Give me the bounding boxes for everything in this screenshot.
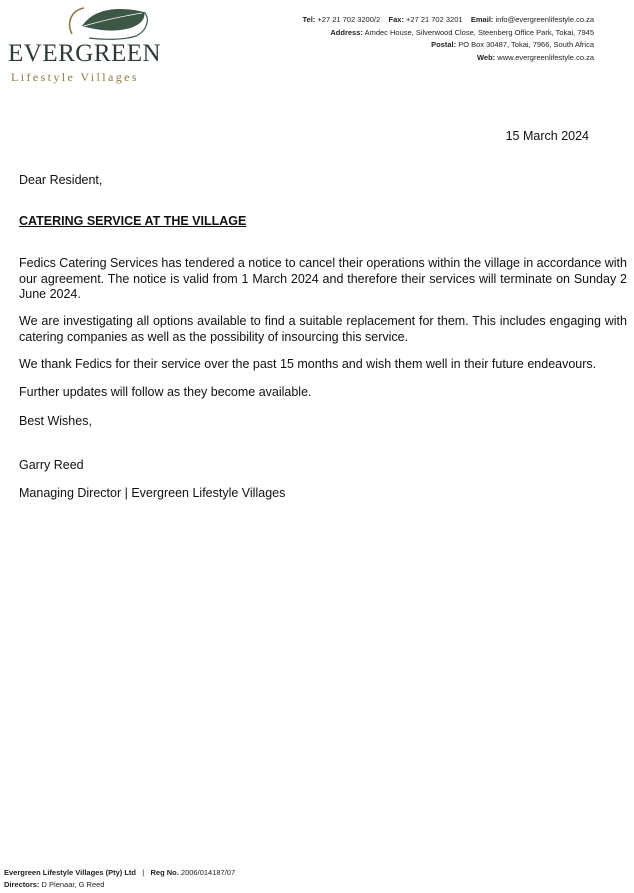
reg-value: 2006/014187/07 bbox=[180, 868, 236, 877]
contact-line-postal bbox=[303, 39, 594, 52]
paragraph-notice: Fedics Catering Services has tendered a notice to cancel their operations within the village in accordance with our agreement. The notice is valid from 1 March 2024 and therefore their services will terminate on Sunday 2 June 2024. bbox=[19, 256, 627, 301]
company-logo bbox=[4, 4, 162, 84]
tel-value: +27 21 702 3200/2 bbox=[317, 15, 381, 24]
footer-line-company bbox=[4, 867, 235, 879]
fax-label: Fax: bbox=[388, 15, 404, 24]
web-link[interactable]: www.evergreenlifestyle.co.za bbox=[497, 52, 594, 62]
paragraph-updates: Further updates will follow as they become available. bbox=[19, 385, 312, 399]
contact-line-address bbox=[303, 27, 594, 40]
web-label: Web: bbox=[476, 52, 496, 62]
footer bbox=[4, 867, 235, 891]
leaf-swirl-icon bbox=[64, 4, 154, 42]
postal-value: PO Box 30487, Tokai, 7966, South Africa bbox=[458, 40, 594, 50]
signer-title: Managing Director | Evergreen Lifestyle Villages bbox=[19, 486, 286, 500]
footer-company: Evergreen Lifestyle Villages (Pty) Ltd bbox=[4, 868, 136, 877]
directors-value: D Pienaar, G Reed bbox=[41, 880, 105, 889]
postal-label: Postal: bbox=[431, 40, 457, 50]
contact-line-phone bbox=[303, 14, 594, 27]
letter-heading: CATERING SERVICE AT THE VILLAGE bbox=[19, 214, 247, 228]
footer-separator: | bbox=[142, 868, 145, 877]
tel-label: Tel: bbox=[302, 15, 316, 24]
brand-subtitle: Lifestyle Villages bbox=[11, 70, 139, 84]
letter-date: 15 March 2024 bbox=[505, 129, 589, 143]
reg-label: Reg No. bbox=[150, 868, 179, 877]
directors-label: Directors: bbox=[4, 880, 40, 889]
address-value: Amdec House, Silverwood Close, Steenberg Office Park, Tokai, 7945 bbox=[364, 27, 594, 37]
address-label: Address: bbox=[330, 27, 363, 37]
contact-line-web bbox=[303, 52, 594, 65]
footer-line-directors bbox=[4, 879, 235, 891]
fax-value: +27 21 702 3201 bbox=[406, 15, 463, 24]
salutation: Dear Resident, bbox=[19, 173, 103, 187]
closing: Best Wishes, bbox=[19, 414, 92, 428]
signer-name: Garry Reed bbox=[19, 458, 84, 472]
paragraph-thanks: We thank Fedics for their service over the past 15 months and wish them well in their future endeavours. bbox=[19, 357, 597, 371]
email-label: Email: bbox=[470, 15, 494, 24]
email-link[interactable]: info@evergreenlifestyle.co.za bbox=[495, 15, 594, 24]
paragraph-investigating: We are investigating all options available to find a suitable replacement for them. This includes engaging with catering companies as well as the possibility of insourcing this service. bbox=[19, 314, 627, 344]
brand-name: EVERGREEN bbox=[8, 40, 162, 67]
contact-block bbox=[303, 14, 594, 64]
